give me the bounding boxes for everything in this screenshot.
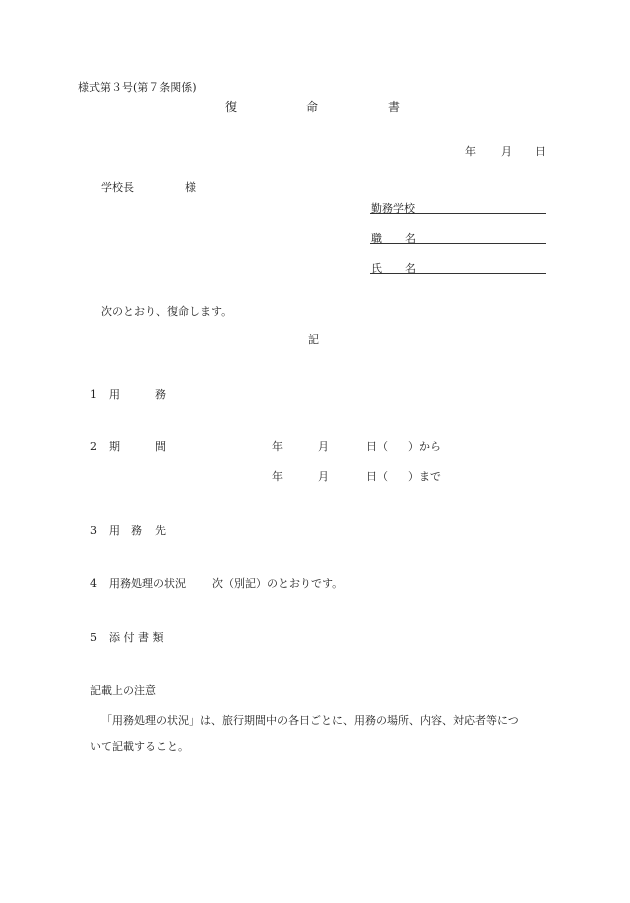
addressee-honorific: 様 [185, 181, 196, 194]
name-label-char-2: 名 [405, 262, 416, 275]
notes-line-2: いて記載すること。 [90, 740, 189, 753]
item-number: 2 [90, 440, 97, 453]
date-day: 日 [535, 145, 546, 158]
item-label-char-3: 先 [155, 524, 166, 537]
item-label-char-1: 用 [109, 388, 120, 401]
period-end-suffix: ）まで [408, 470, 441, 483]
form-number: 様式第３号(第７条関係) [78, 81, 197, 94]
item-value: 次（別記）のとおりです。 [212, 577, 344, 590]
date-year: 年 [465, 145, 476, 158]
title-char-2: 命 [306, 100, 319, 114]
addressee-role: 学校長 [101, 181, 134, 194]
period-end-month: 月 [318, 470, 329, 483]
intro-text: 次のとおり、復命します。 [101, 305, 233, 318]
period-start-day: 日（ [366, 440, 388, 453]
school-label: 勤務学校 [371, 202, 415, 215]
title-char-1: 復 [225, 100, 238, 114]
period-start-suffix: ）から [408, 440, 441, 453]
period-start-month: 月 [318, 440, 329, 453]
notes-line-1: 「用務処理の状況」は、旅行期間中の各日ごとに、用務の場所、内容、対応者等につ [101, 714, 519, 727]
period-end-year: 年 [272, 470, 283, 483]
item-label-char-1: 期 [109, 440, 120, 453]
item-number: 4 [90, 577, 97, 590]
ki-heading: 記 [308, 333, 319, 346]
title-char-3: 書 [388, 100, 401, 114]
position-label-char-1: 職 [371, 232, 382, 245]
school-underline [370, 213, 546, 214]
name-underline [370, 273, 546, 274]
position-label-char-2: 名 [405, 232, 416, 245]
position-underline [370, 243, 546, 244]
item-label: 添 付 書 類 [109, 631, 164, 644]
period-start-year: 年 [272, 440, 283, 453]
period-end-day: 日（ [366, 470, 388, 483]
item-number: 5 [90, 631, 97, 644]
item-label-char-2: 間 [155, 440, 166, 453]
item-label-char-2: 務 [131, 524, 142, 537]
item-label-char-2: 務 [155, 388, 166, 401]
item-label: 用務処理の状況 [109, 577, 186, 590]
item-number: 3 [90, 524, 97, 537]
date-month: 月 [501, 145, 512, 158]
name-label-char-1: 氏 [371, 262, 382, 275]
item-label-char-1: 用 [109, 524, 120, 537]
notes-heading: 記載上の注意 [90, 684, 156, 697]
item-number: 1 [90, 388, 97, 401]
